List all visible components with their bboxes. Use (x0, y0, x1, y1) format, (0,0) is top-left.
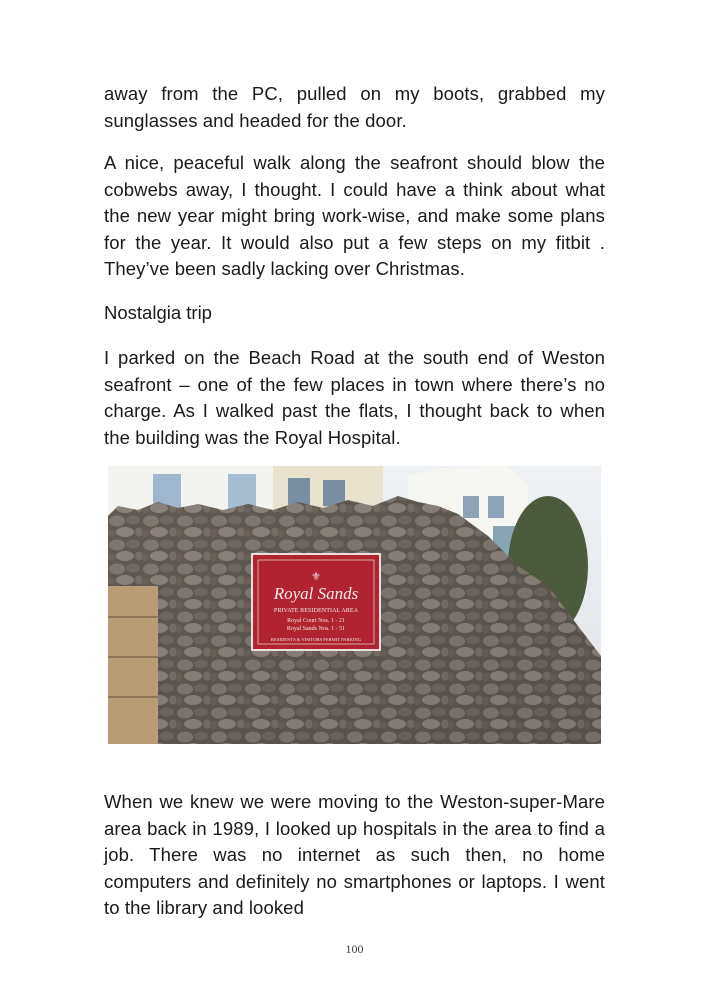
royal-sands-photo (108, 466, 601, 744)
sign-title: Royal Sands (273, 584, 359, 603)
page-number: 100 (345, 942, 364, 956)
sign-line-3: Royal Sands Nos. 1 - 51 (286, 626, 346, 632)
sign-line-2: Royal Court Nos. 1 - 21 (287, 618, 345, 624)
paragraph-moving-1989: When we knew we were moving to the Weston-super-Mare area back in 1989, I looked up hospitals in the area to find a job. There was no internet as such then, no home computers and definitely no smartphones or laptops. I went to the library and looked (104, 791, 605, 918)
sign-line-4: RESIDENTS & VISITORS PERMIT PARKING (270, 637, 362, 642)
sign-line-1: PRIVATE RESIDENTIAL AREA (273, 607, 359, 614)
paragraph-beach-road: I parked on the Beach Road at the south end of Weston seafront – one of the few places in town where there’s no charge. As I walked past the flats, I thought back to when the building was the Royal Hospital. (104, 347, 605, 448)
svg-text:⚜: ⚜ (311, 570, 321, 583)
paragraph-continued: away from the PC, pulled on my boots, grabbed my sunglasses and headed for the door. (104, 83, 605, 131)
section-heading: Nostalgia trip (104, 302, 212, 323)
paragraph-seafront-walk: A nice, peaceful walk along the seafront should blow the cobwebs away, I thought. I could have a think about what the new year might bring work-wise, and make some plans for the year. It would also put a few steps on my fitbit . They’ve been sadly lacking over Christmas. (104, 152, 605, 279)
